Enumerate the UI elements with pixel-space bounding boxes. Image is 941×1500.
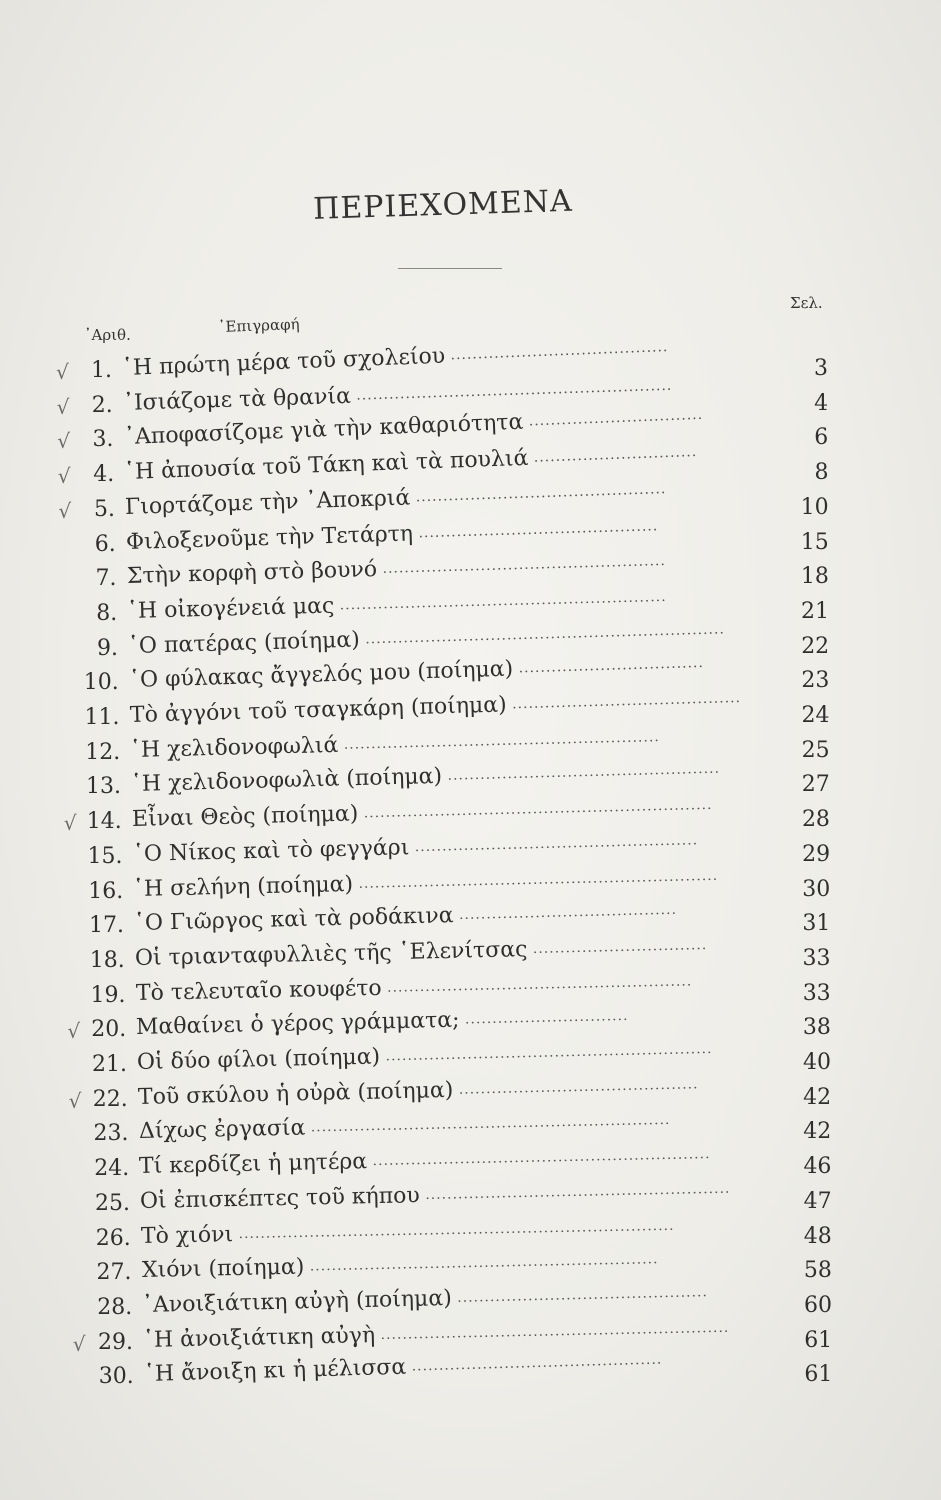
leader-dots: ........................................................	[380, 972, 692, 996]
leader-dots: ................................................................................	[232, 1217, 675, 1242]
entry-title: Τοῦ σκύλου ἡ οὐρὰ (ποίημα)	[137, 1077, 454, 1110]
entry-page-number: 21	[801, 598, 830, 624]
entry-number: 10.	[83, 670, 119, 696]
entry-page-number: 27	[801, 772, 830, 798]
checkmark-icon: √	[57, 464, 71, 489]
entry-title: ῾Η οἰκογένειά μας	[126, 593, 335, 624]
leader-dots: ..............................	[459, 1008, 629, 1028]
entry-number: 15.	[87, 843, 123, 869]
entry-number: 14.	[86, 809, 122, 835]
entry-page-number: 33	[802, 945, 831, 971]
entry-title: ῾Ο Νίκος καὶ τὸ φεγγάρι	[132, 835, 410, 867]
entry-title: Φιλοξενοῦμε τὴν Τετάρτη	[125, 520, 414, 555]
entry-page-number: 23	[801, 668, 830, 694]
entry-number: 26.	[95, 1225, 131, 1251]
checkmark-icon: √	[63, 811, 77, 836]
entry-number: 22.	[92, 1086, 128, 1112]
leader-dots: ..................................................................	[359, 620, 726, 648]
leader-dots: ................................................................	[303, 1251, 659, 1275]
entry-number: 28.	[97, 1294, 133, 1320]
column-header-title: ᾿Επιγραφή	[217, 315, 300, 336]
entry-number: 21.	[92, 1052, 127, 1077]
leader-dots: ..........................................................	[338, 728, 661, 753]
entry-title: ῾Ο Γιῶργος καὶ τὰ ροδάκινα	[133, 903, 454, 937]
leader-dots: ................................	[526, 936, 708, 957]
entry-title: Στὴν κορφὴ στὸ βουνό	[126, 557, 377, 590]
entry-number: 12.	[85, 739, 121, 765]
entry-number: 20.	[91, 1017, 127, 1043]
entry-title: ῾Η ἄνοιξη κι ἡ μέλισσα	[143, 1354, 407, 1388]
entry-title: Τὸ χιόνι	[140, 1221, 234, 1249]
leader-dots: ........................................	[444, 339, 669, 364]
entry-page-number: 15	[800, 529, 829, 555]
entry-page-number: 61	[804, 1362, 833, 1388]
entry-page-number: 38	[802, 1015, 831, 1041]
entry-number: 11.	[84, 705, 120, 730]
entry-number: 3.	[92, 427, 114, 453]
entry-number: 8.	[96, 600, 118, 626]
toc-row	[0, 1351, 941, 1396]
leader-dots: ..................................	[512, 655, 704, 677]
entry-title: ᾿Αποφασίζομε γιὰ τὴν καθαριότητα	[123, 410, 524, 451]
leader-dots: ........................................	[453, 901, 678, 924]
entry-title: ῾Η ἀνοιξιάτικη αὐγὴ	[142, 1322, 376, 1353]
entry-title: Οἱ δύο φίλοι (ποίημα)	[136, 1044, 381, 1075]
entry-page-number: 8	[814, 460, 829, 486]
entry-page-number: 58	[803, 1258, 832, 1284]
entry-number: 6.	[94, 531, 116, 557]
leader-dots: ....................................................	[408, 831, 698, 856]
entry-number: 24.	[94, 1156, 130, 1182]
entry-page-number: 3	[814, 356, 828, 381]
page-title: ΠΕΡΙΕΧΟΜΕΝΑ	[312, 183, 574, 227]
leader-dots: ................................	[522, 407, 703, 431]
checkmark-icon: √	[56, 394, 70, 419]
entry-title: Τὸ ἀγγόνι τοῦ τσαγκάρη (ποίημα)	[129, 692, 507, 728]
column-header-page: Σελ.	[790, 294, 823, 312]
checkmark-icon: √	[57, 429, 70, 454]
leader-dots: ........................................................	[419, 1180, 731, 1203]
entry-number: 7.	[95, 566, 117, 592]
entry-title: ῾Η ἀπουσία τοῦ Τάκη καὶ τὰ πουλιά	[123, 445, 530, 486]
entry-title: Τί κερδίζει ἡ μητέρα	[138, 1149, 368, 1180]
entry-page-number: 61	[804, 1327, 833, 1353]
checkmark-icon: √	[68, 1088, 82, 1113]
entry-page-number: 29	[802, 841, 831, 867]
leader-dots: ............................................	[412, 517, 659, 541]
entry-title: ῾Η χελιδονοφωλιὰ (ποίημα)	[130, 764, 443, 798]
checkmark-icon: √	[58, 498, 72, 523]
entry-title: Οἱ τριανταφυλλιὲς τῆς ῾Ελενίτσας	[134, 936, 528, 971]
entry-number: 25.	[95, 1190, 130, 1216]
entry-number: 18.	[89, 947, 125, 973]
leader-dots: ..............................................	[409, 480, 667, 506]
entry-number: 13.	[86, 774, 121, 800]
entry-number: 4.	[93, 462, 115, 488]
entry-page-number: 33	[802, 980, 831, 1006]
leader-dots: ..........................................................	[350, 377, 673, 404]
checkmark-icon: √	[67, 1019, 81, 1044]
entry-number: 17.	[89, 913, 124, 939]
leader-dots: ..............................................	[405, 1351, 663, 1375]
entry-title: Χιόνι (ποίημα)	[141, 1254, 305, 1284]
entry-title: Εἶναι Θεὸς (ποίημα)	[131, 801, 359, 833]
leader-dots: ................................................................	[374, 1319, 730, 1343]
entry-page-number: 18	[800, 564, 829, 590]
entry-page-number: 31	[802, 911, 831, 937]
entry-number: 19.	[90, 982, 126, 1008]
entry-page-number: 42	[803, 1119, 832, 1145]
entry-title: Οἱ ἐπισκέπτες τοῦ κήπου	[139, 1182, 421, 1214]
entry-number: 30.	[98, 1364, 134, 1390]
entry-number: 29.	[98, 1329, 133, 1355]
entry-page-number: 30	[802, 876, 831, 902]
entry-number: 5.	[94, 496, 115, 522]
checkmark-icon: √	[56, 360, 69, 384]
entry-page-number: 6	[814, 425, 829, 451]
column-header-number: ᾿Αριθ.	[84, 326, 131, 344]
leader-dots: ..................................................	[441, 760, 721, 785]
entry-page-number: 46	[803, 1154, 832, 1180]
entry-page-number: 4	[814, 390, 829, 416]
entry-title: ᾿Ισιάζομε τὰ θρανία	[122, 383, 351, 416]
entry-number: 9.	[97, 635, 118, 661]
entry-page-number: 42	[803, 1084, 832, 1110]
leader-dots: ....................................................	[376, 553, 666, 578]
entry-page-number: 24	[801, 703, 830, 728]
leader-dots: ..................................................................	[304, 1112, 671, 1136]
entry-title: ῾Ο φύλακας ἄγγελός μου (ποίημα)	[128, 656, 514, 694]
leader-dots: ..............................................................	[367, 1146, 711, 1170]
entry-page-number: 28	[801, 807, 830, 833]
leader-dots: ..........................................	[505, 689, 741, 713]
entry-title: Γιορτάζομε τὴν ᾿Αποκριά	[124, 485, 411, 520]
entry-page-number: 10	[800, 494, 829, 520]
entry-page-number: 48	[803, 1223, 832, 1249]
entry-title: ῾Ο πατέρας (ποίημα)	[127, 627, 361, 659]
entry-number: 23.	[93, 1121, 129, 1147]
leader-dots: ............................................................	[334, 588, 668, 614]
entry-title: Δίχως ἐργασία	[138, 1115, 306, 1145]
entry-page-number: 40	[803, 1050, 831, 1075]
entry-number: 1.	[91, 358, 112, 383]
entry-page-number: 60	[804, 1292, 833, 1318]
entry-number: 27.	[96, 1260, 132, 1286]
leader-dots: ............................................	[452, 1075, 699, 1098]
leader-dots: ..............................................	[451, 1284, 709, 1306]
leader-dots: ..................................................................	[353, 867, 719, 892]
entry-title: Μαθαίνει ὁ γέρος γράμματα;	[135, 1007, 461, 1041]
leader-dots: ..............................	[528, 444, 698, 466]
entry-title: ῾Η σελήνη (ποίημα)	[132, 871, 354, 902]
entry-page-number: 22	[801, 633, 830, 659]
entry-title: ᾿Ανοιξιάτικη αὐγὴ (ποίημα)	[141, 1285, 453, 1318]
checkmark-icon: √	[72, 1331, 86, 1356]
leader-dots: ............................................................	[379, 1040, 713, 1065]
entry-title: ῾Η πρώτη μέρα τοῦ σχολείου	[121, 343, 446, 381]
entry-number: 16.	[88, 878, 124, 904]
entry-title: ῾Η χελιδονοφωλιά	[129, 732, 339, 763]
entry-page-number: 25	[801, 737, 830, 763]
entry-page-number: 47	[803, 1188, 832, 1214]
entry-title: Τὸ τελευταῖο κουφέτο	[135, 975, 382, 1006]
entry-number: 2.	[91, 392, 113, 418]
leader-dots: ................................................................	[357, 796, 713, 822]
